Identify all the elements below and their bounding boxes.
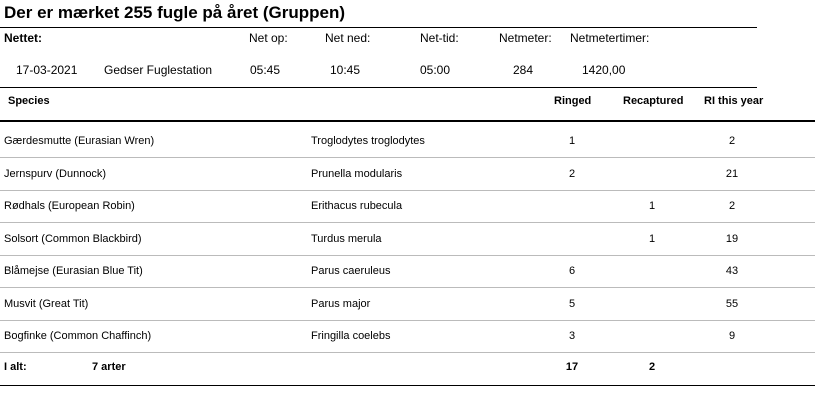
latin-name: Troglodytes troglodytes — [311, 135, 425, 147]
table-row — [0, 256, 819, 288]
ringed-count: 5 — [568, 297, 576, 310]
col-ri-this-year: RI this year — [704, 95, 764, 107]
species-name: Bogfinke (Common Chaffinch) — [4, 330, 152, 342]
ri-this-year-count: 2 — [728, 200, 736, 212]
totals-row — [0, 353, 819, 385]
net-ned-value: 10:45 — [330, 63, 361, 77]
col-ringed: Ringed — [554, 95, 592, 107]
col-species: Species — [8, 95, 50, 107]
header-divider — [0, 87, 757, 88]
net-op-value: 05:45 — [250, 63, 281, 77]
net-label: Nettet: — [4, 31, 42, 45]
totals-recaptured: 2 — [648, 361, 656, 373]
net-ned-label: Net ned: — [325, 31, 371, 45]
station-value: Gedser Fuglestation — [104, 63, 213, 77]
net-tid-label: Net-tid: — [420, 31, 459, 45]
date-value: 17-03-2021 — [16, 63, 78, 77]
ri-this-year-count: 9 — [728, 330, 736, 342]
latin-name: Erithacus rubecula — [311, 200, 403, 212]
latin-name: Fringilla coelebs — [311, 330, 391, 342]
totals-species-count: 7 arter — [92, 361, 126, 373]
table-row — [0, 159, 819, 191]
totals-bottom-rule — [0, 385, 815, 386]
netmetertimer-value: 1420,00 — [582, 63, 626, 77]
totals-ringed: 17 — [565, 361, 579, 373]
table-row — [0, 191, 819, 223]
ri-this-year-count: 43 — [725, 265, 739, 277]
latin-name: Parus caeruleus — [311, 265, 391, 277]
ringed-count: 3 — [568, 330, 576, 342]
latin-name: Parus major — [311, 297, 371, 310]
ri-this-year-count: 19 — [725, 232, 739, 245]
species-name: Solsort (Common Blackbird) — [4, 232, 142, 245]
net-tid-value: 05:00 — [420, 63, 451, 77]
table-row — [0, 289, 819, 321]
species-name: Musvit (Great Tit) — [4, 297, 89, 310]
ri-this-year-count: 55 — [725, 297, 739, 310]
species-name: Blåmejse (Eurasian Blue Tit) — [4, 265, 143, 277]
column-header-divider — [0, 120, 815, 122]
report-title: Der er mærket 255 fugle på året (Gruppen) — [4, 3, 346, 22]
netmeter-label: Netmeter: — [499, 31, 552, 45]
latin-name: Turdus merula — [311, 232, 382, 245]
ringed-count: 1 — [568, 135, 576, 147]
net-op-label: Net op: — [249, 31, 288, 45]
table-row — [0, 224, 819, 256]
table-row — [0, 126, 819, 158]
netmetertimer-label: Netmetertimer: — [570, 31, 650, 45]
ri-this-year-count: 21 — [725, 167, 739, 180]
netmeter-value: 284 — [513, 63, 534, 77]
table-row — [0, 321, 819, 353]
col-recaptured: Recaptured — [623, 95, 684, 107]
ringed-count: 6 — [568, 265, 576, 277]
latin-name: Prunella modularis — [311, 167, 403, 180]
recaptured-count: 1 — [648, 232, 656, 245]
ri-this-year-count: 2 — [728, 135, 736, 147]
species-name: Rødhals (European Robin) — [4, 200, 135, 212]
species-name: Gærdesmutte (Eurasian Wren) — [4, 135, 155, 147]
recaptured-count: 1 — [648, 200, 656, 212]
title-divider — [0, 27, 757, 28]
totals-label: I alt: — [4, 361, 27, 373]
ringed-count: 2 — [568, 167, 576, 180]
species-name: Jernspurv (Dunnock) — [4, 167, 107, 180]
